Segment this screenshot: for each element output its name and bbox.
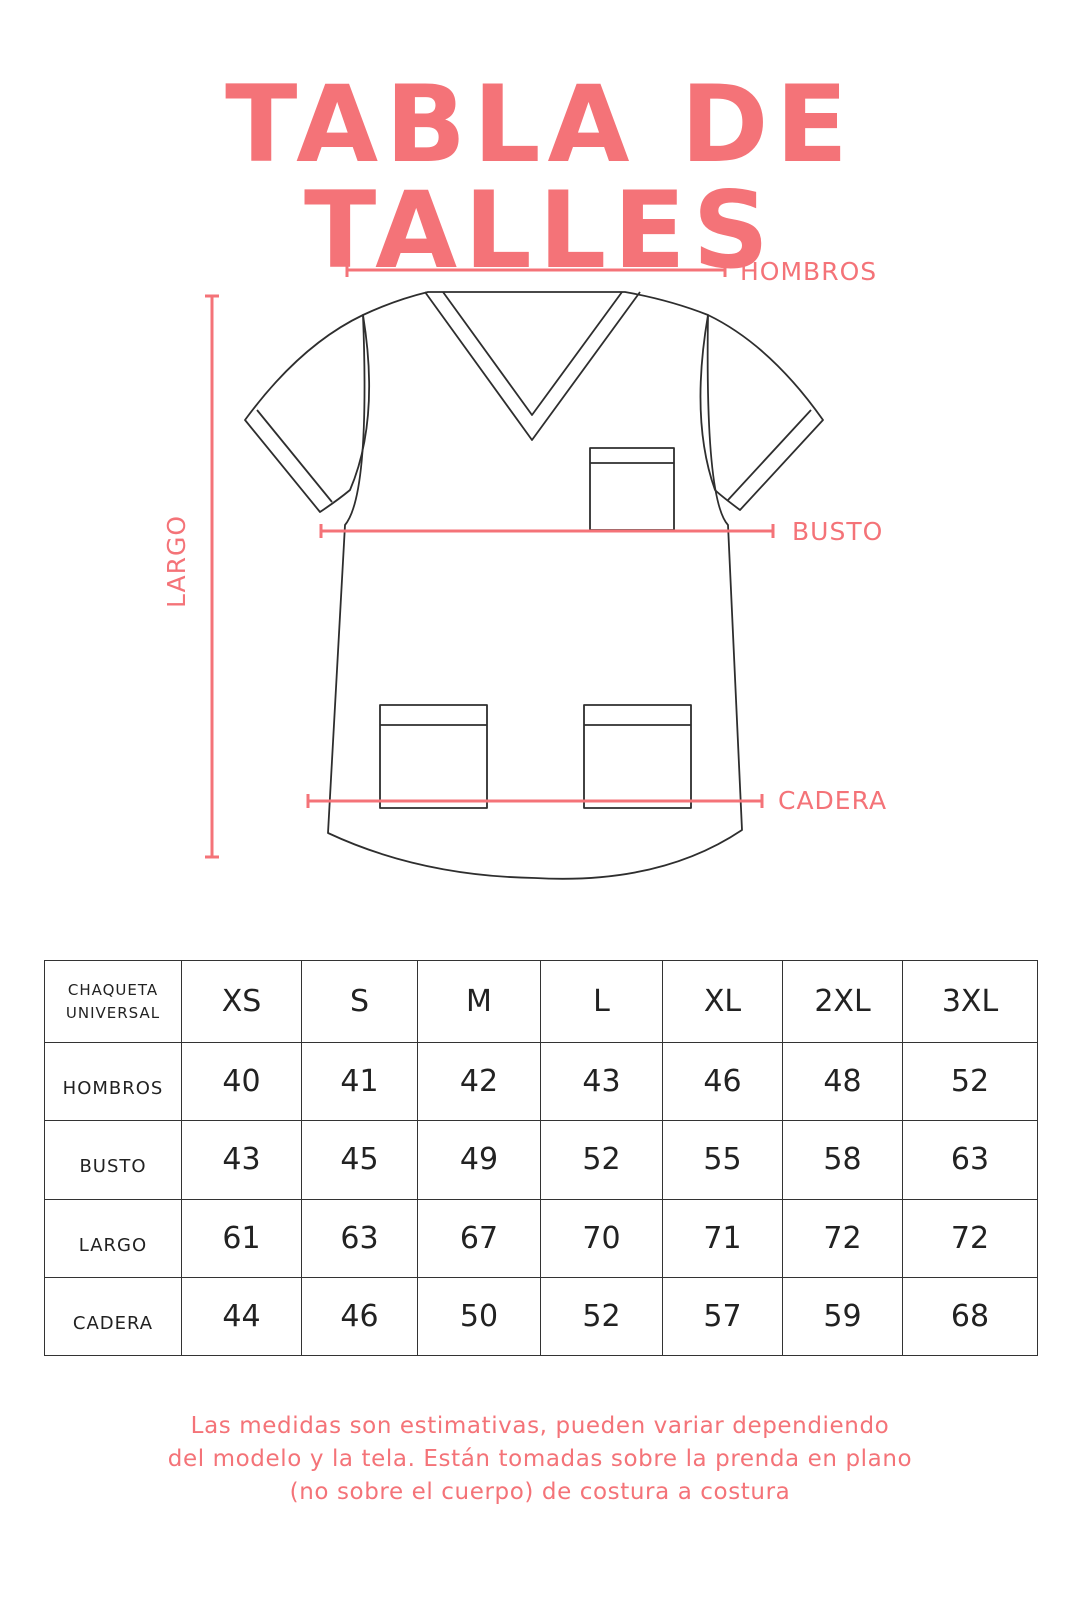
- size-header-l: L: [541, 961, 663, 1043]
- lower-left-pocket: [380, 705, 487, 808]
- chest-pocket: [590, 448, 674, 530]
- size-header-2xl: 2XL: [783, 961, 903, 1043]
- value-cell: 55: [663, 1121, 783, 1199]
- table-row: [45, 1277, 1038, 1355]
- bust-label: BUSTO: [792, 517, 884, 546]
- length-label: LARGO: [162, 514, 191, 608]
- right-sleeve-cuff: [728, 410, 811, 500]
- value-cell: 43: [541, 1043, 663, 1121]
- value-cell: 57: [663, 1277, 783, 1355]
- value-cell: 68: [903, 1277, 1038, 1355]
- garment-type-line2: UNIVERSAL: [65, 1003, 161, 1022]
- footnote-line-3: (no sobre el cuerpo) de costura a costura: [289, 1479, 791, 1505]
- page-title: TABLA DE TALLES: [225, 63, 855, 292]
- size-table: [44, 960, 1038, 1356]
- shoulders-measure-line: [347, 263, 725, 277]
- lower-right-pocket: [584, 705, 691, 808]
- value-cell: 61: [182, 1199, 302, 1277]
- table-row: [45, 1121, 1038, 1199]
- value-cell: 40: [182, 1043, 302, 1121]
- value-cell: 42: [418, 1043, 541, 1121]
- garment-diagram: [0, 240, 1080, 920]
- shoulders-label: HOMBROS: [740, 257, 878, 286]
- size-header-xs: XS: [182, 961, 302, 1043]
- table-row: [45, 1043, 1038, 1121]
- row-label: BUSTO: [45, 1121, 182, 1199]
- garment-type-line1: CHAQUETA: [67, 980, 159, 999]
- value-cell: 45: [302, 1121, 418, 1199]
- value-cell: 52: [541, 1277, 663, 1355]
- size-header-m: M: [418, 961, 541, 1043]
- hip-measure-line: [308, 794, 762, 808]
- right-sleeve: [700, 315, 823, 510]
- value-cell: 63: [302, 1199, 418, 1277]
- garment-type-label: [45, 961, 182, 1043]
- table-header-row: [45, 961, 1038, 1043]
- value-cell: 59: [783, 1277, 903, 1355]
- value-cell: 52: [541, 1121, 663, 1199]
- value-cell: 44: [182, 1277, 302, 1355]
- value-cell: 43: [182, 1121, 302, 1199]
- v-neck-outer: [425, 292, 640, 440]
- bust-measure-line: [321, 524, 773, 538]
- hip-label: CADERA: [778, 786, 888, 815]
- value-cell: 71: [663, 1199, 783, 1277]
- value-cell: 46: [663, 1043, 783, 1121]
- value-cell: 72: [903, 1199, 1038, 1277]
- row-label: CADERA: [45, 1277, 182, 1355]
- value-cell: 63: [903, 1121, 1038, 1199]
- row-label: HOMBROS: [45, 1043, 182, 1121]
- value-cell: 52: [903, 1043, 1038, 1121]
- value-cell: 46: [302, 1277, 418, 1355]
- value-cell: 49: [418, 1121, 541, 1199]
- size-header-3xl: 3XL: [903, 961, 1038, 1043]
- table-row: [45, 1199, 1038, 1277]
- value-cell: 70: [541, 1199, 663, 1277]
- value-cell: 48: [783, 1043, 903, 1121]
- left-sleeve-cuff: [257, 410, 332, 502]
- value-cell: 72: [783, 1199, 903, 1277]
- value-cell: 58: [783, 1121, 903, 1199]
- size-header-xl: XL: [663, 961, 783, 1043]
- value-cell: 67: [418, 1199, 541, 1277]
- footnote-line-1: Las medidas son estimativas, pueden variar dependiendo: [190, 1413, 890, 1439]
- value-cell: 50: [418, 1277, 541, 1355]
- measurement-lines: [205, 263, 773, 857]
- footnote: [60, 1410, 1020, 1509]
- scrub-top-outline: [245, 292, 823, 879]
- garment-body: [328, 292, 742, 879]
- value-cell: 41: [302, 1043, 418, 1121]
- row-label: LARGO: [45, 1199, 182, 1277]
- size-header-s: S: [302, 961, 418, 1043]
- footnote-line-2: del modelo y la tela. Están tomadas sobre la prenda en plano: [167, 1446, 913, 1472]
- length-measure-line: [205, 296, 219, 857]
- left-sleeve: [245, 315, 369, 512]
